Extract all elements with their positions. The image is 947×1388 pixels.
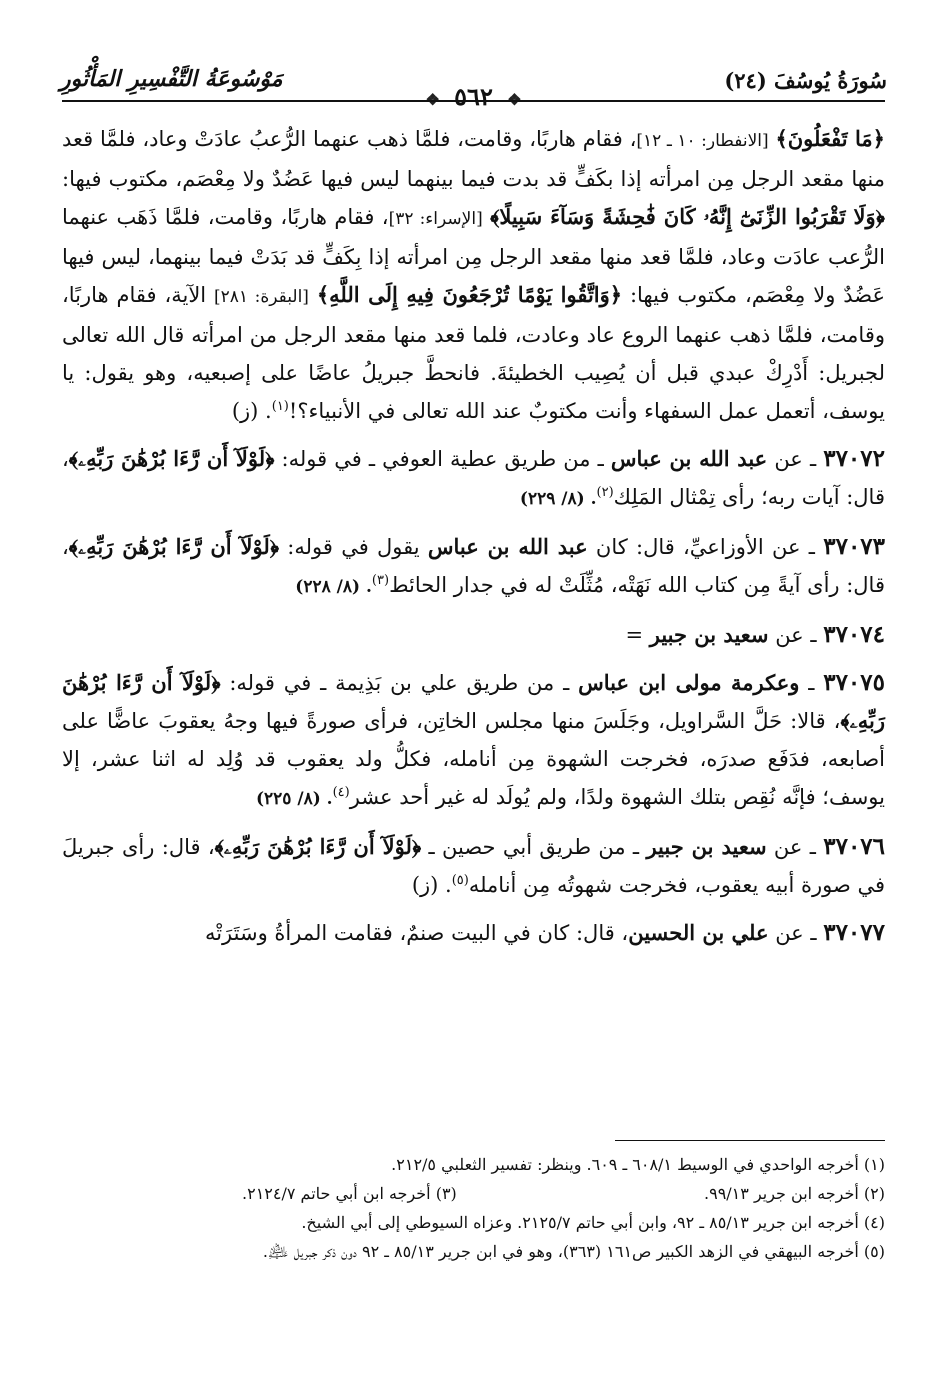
book-title: مَوْسُوعَةُ التَّفْسِيرِ المَأْثُورِ: [60, 66, 283, 92]
paragraph-text: ـ من طريق عطية العوفي ـ في قوله:: [274, 447, 611, 471]
quran-source: [البقرة: ٢٨١]: [214, 287, 309, 307]
footnote-3: (٣) أخرجه ابن أبي حاتم ٢١٢٤/٧.: [242, 1184, 457, 1203]
footnote-marker[interactable]: (٣): [371, 573, 390, 588]
narration-37074: [62, 616, 885, 654]
paragraph-text: ، فقام هاربًا، وقامت، فلمَّا ذَهَب عنهما الرُّعب عادَت وعاد، فلمَّا قعد منها مقعد الرجل مِن امرأته إذا بِكَفٍّ قد بَدَتْ فيما بينهما، ليس فيها عَضُدٌ ولا مِعْصَم، مكتوب فيها:: [62, 205, 885, 307]
volume-page-ref: . (٨/ ٢٢٩): [519, 489, 597, 509]
paragraph-text: ، قال: رأى آيةً مِن كتاب الله نَهَتْه، مُثِّلَتْ له في جدار الحائط: [62, 535, 885, 597]
quran-quote: ﴿لَوْلَآ أَن رَّءَا بُرْهَٰنَ رَبِّهِۦ﴾: [68, 446, 275, 471]
footnote-marker[interactable]: (١): [271, 399, 289, 414]
ornament-icon: ❖: [507, 90, 522, 109]
footnotes: [62, 1150, 885, 1266]
paragraph-text: ـ عن: [768, 921, 824, 945]
narrator-name: عبد الله بن عباس: [610, 446, 768, 471]
paragraph-continuation: [62, 120, 885, 430]
paragraph-text: =: [625, 623, 650, 647]
quran-source: [الانفطار: ١٠ ـ ١٢]: [636, 131, 769, 151]
paragraph-text: ـ من طريق علي بن بَذِيمة ـ في قوله:: [220, 671, 579, 695]
footnote-1: (١) أخرجه الواحدي في الوسيط ٦٠٨/١ ـ ٦٠٩. وينظر: تفسير الثعلبي ٢١٢/٥.: [391, 1155, 885, 1174]
narration-37076: [62, 828, 885, 904]
paragraph-text: ، قال: آيات ربه؛ رأى تِمْثال المَلِك: [62, 447, 885, 509]
narration-number: ٣٧٠٧٤: [823, 621, 885, 648]
footnote-5: (٥) أخرجه البيهقي في الزهد الكبير ص١٦١ (٣٦٣)، وهو في ابن جرير ٨٥/١٣ ـ ٩٢ دون ذكر جبريل ﵇.: [262, 1242, 885, 1261]
narrator-name: وعكرمة مولى ابن عباس: [578, 670, 800, 695]
paragraph-text: ، فقام هاربًا، وقامت، فلمَّا ذهب عنهما الرُّعبُ عادَتْ وعاد، فلمَّا قعد منها مقعد الرجل مِن امرأته إذا بكَفٍّ قد بدت فيما بينهما ليس فيها عَضُدٌ ولا مِعْصَم، مكتوب فيها:: [62, 127, 885, 191]
narration-number: ٣٧٠٧٧: [823, 919, 885, 946]
paragraph-text: ، قالا: حَلَّ السَّراويل، وجَلَسَ منها مجلس الخاتِن، فرأى صورةً فيها وجهُ يعقوبَ عاضًّا على أصابعه، فدَفَع صدرَه، فخرجت الشهوة مِن أنامله، فكلُّ ولد يعقوب قد وُلِد له اثنا عشر، إلا يوسف؛ فإنَّه نُقِص بتلك الشهوة ولدًا، ولم يُولَد له غير أحد عشر: [62, 709, 885, 809]
narration-number: ٣٧٠٧٢: [823, 445, 885, 472]
paragraph-text: يقول في قوله:: [279, 535, 428, 559]
paragraph-text: الآية، فقام هاربًا، وقامت، فلمَّا ذهب عنهما الروع عاد وعادت، فلما قعد منها مقعد الرجل من امرأته قال الله تعالى لجبريل: أَدْرِكْ عبدي قبل أن يُصِيب الخطيئةَ. فانحطَّ جبريلُ عاضًا على إصبعيه، وهو يقول: يا يوسف، أتعمل عمل السفهاء وأنت مكتوبٌ عند الله تعالى في الأنبياء؟!: [62, 283, 885, 423]
narrator-name: عبد الله بن عباس: [427, 534, 588, 559]
page-number: ٥٦٢: [454, 82, 493, 111]
volume-page-ref: . (٨/ ٢٢٥): [255, 789, 333, 809]
footnote-marker[interactable]: (٥): [451, 873, 469, 888]
page-body: [62, 120, 885, 952]
narrator-name: سعيد بن جبير: [646, 834, 767, 859]
header-rule: [62, 100, 885, 102]
paragraph-text: ـ من طريق أبي حصين ـ: [421, 835, 647, 859]
narrator-name: علي بن الحسين: [628, 920, 769, 945]
narrator-name: سعيد بن جبير: [649, 622, 769, 647]
narration-number: ٣٧٠٧٦: [823, 833, 886, 860]
quran-quote: ﴿وَاتَّقُوا يَوْمًا تُرْجَعُونَ فِيهِ إِلَى اللَّهِ﴾: [316, 282, 623, 307]
paragraph-text: ـ عن: [768, 623, 824, 647]
paragraph-text: ـ عن الأوزاعيِّ، قال: كان: [587, 535, 824, 559]
narration-number: ٣٧٠٧٣: [823, 533, 886, 560]
footnote-4: (٤) أخرجه ابن جرير ٨٥/١٣ ـ ٩٢، وابن أبي حاتم ٢١٢٥/٧. وعزاه السيوطي إلى أبي الشيخ.: [301, 1213, 885, 1232]
paragraph-text: ، قال: كان في البيت صنمٌ، فقامت المرأةُ وسَتَرَتْه: [204, 921, 629, 945]
quran-quote: ﴿وَلَا تَقْرَبُوا الزِّنَىٰٓ إِنَّهُۥ كَانَ فَٰحِشَةً وَسَآءَ سَبِيلًا﴾: [490, 204, 885, 229]
footnote-rule: [615, 1140, 885, 1141]
surah-title: سُورَةُ يُوسُفَ (٢٤): [724, 68, 887, 93]
quran-source: [الإسراء: ٣٢]: [388, 209, 483, 229]
paragraph-text: ـ عن: [766, 835, 824, 859]
source-mark: . (ز): [411, 873, 452, 897]
paragraph-text: ، قال: رأى جبريلَ في صورة أبيه يعقوب، فخرجت شهوتُه مِن أنامله: [62, 835, 885, 897]
quran-quote: ﴿مَا تَفْعَلُونَ﴾: [775, 126, 885, 151]
source-mark: . (ز): [231, 399, 272, 423]
page-header: [60, 62, 887, 112]
narration-37073: [62, 528, 885, 606]
quran-quote: ﴿لَوْلَآ أَن رَّءَا بُرْهَٰنَ رَبِّهِۦ﴾: [68, 534, 280, 559]
footnote-marker[interactable]: (٤): [332, 785, 350, 800]
paragraph-text: ـ: [799, 671, 824, 695]
paragraph-text: ـ عن: [767, 447, 824, 471]
quran-quote: ﴿لَوْلَآ أَن رَّءَا بُرْهَٰنَ رَبِّهِۦ﴾: [214, 834, 422, 859]
narration-37075: [62, 664, 885, 818]
footnote-2: (٢) أخرجه ابن جرير ٩٩/١٣.: [704, 1184, 885, 1203]
ornament-icon: ❖: [425, 90, 440, 109]
volume-page-ref: . (٨/ ٢٢٨): [295, 577, 372, 597]
footnote-marker[interactable]: (٢): [596, 485, 614, 500]
page-number-block: [419, 82, 527, 111]
narration-number: ٣٧٠٧٥: [823, 669, 885, 696]
narration-37072: [62, 440, 885, 518]
quran-quote: ﴿لَوْلَآ أَن رَّءَا بُرْهَٰنَ رَبِّهِۦ﴾: [62, 670, 885, 733]
footnote-row: [62, 1179, 885, 1208]
narration-37077: [62, 914, 885, 952]
